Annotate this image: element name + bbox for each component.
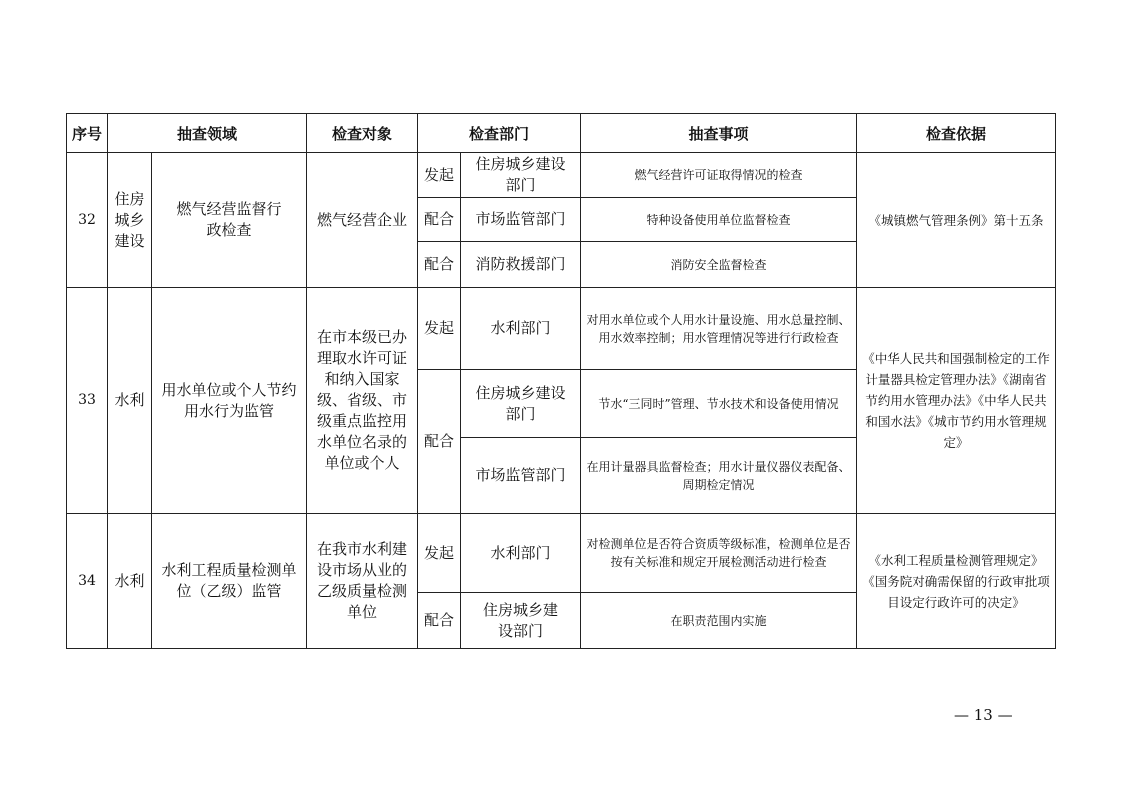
object-cell: 燃气经营企业 — [307, 153, 418, 288]
table-row — [67, 288, 1056, 370]
object-cell: 在我市水利建设市场从业的乙级质量检测单位 — [307, 514, 418, 649]
role-cell: 配合 — [418, 242, 461, 288]
matter-cell: 在用计量器具监督检查；用水计量仪器仪表配备、周期检定情况 — [581, 438, 857, 514]
header-row — [67, 114, 1056, 153]
field-cell: 用水单位或个人节约用水行为监管 — [152, 288, 307, 514]
basis-cell: 《城镇燃气管理条例》第十五条 — [857, 153, 1056, 288]
role-cell: 配合 — [418, 593, 461, 649]
dept-cell: 住房城乡建设部门 — [461, 593, 581, 649]
dept-cell: 水利部门 — [461, 288, 581, 370]
inspection-table — [66, 113, 1056, 649]
category-cell: 水利 — [108, 288, 152, 514]
page-number: — 13 — — [954, 706, 1013, 724]
seq-cell: 33 — [67, 288, 108, 514]
header-dept: 检查部门 — [418, 114, 581, 153]
header-field: 抽查领域 — [108, 114, 307, 153]
role-cell: 发起 — [418, 514, 461, 593]
dept-cell: 消防救援部门 — [461, 242, 581, 288]
matter-cell: 特种设备使用单位监督检查 — [581, 198, 857, 242]
role-cell: 发起 — [418, 153, 461, 198]
basis-cell: 《水利工程质量检测管理规定》《国务院对确需保留的行政审批项目设定行政许可的决定》 — [857, 514, 1056, 649]
role-cell: 配合 — [418, 198, 461, 242]
field-cell: 燃气经营监督行政检查 — [152, 153, 307, 288]
matter-cell: 节水“三同时”管理、节水技术和设备使用情况 — [581, 370, 857, 438]
object-cell: 在市本级已办理取水许可证和纳入国家级、省级、市级重点监控用水单位名录的单位或个人 — [307, 288, 418, 514]
dept-cell: 住房城乡建设部门 — [461, 153, 581, 198]
header-seq: 序号 — [67, 114, 108, 153]
header-object: 检查对象 — [307, 114, 418, 153]
dept-cell: 住房城乡建设部门 — [461, 370, 581, 438]
role-cell: 配合 — [418, 370, 461, 514]
field-cell: 水利工程质量检测单位（乙级）监管 — [152, 514, 307, 649]
seq-cell: 34 — [67, 514, 108, 649]
role-cell: 发起 — [418, 288, 461, 370]
table-row — [67, 514, 1056, 593]
dept-cell: 市场监管部门 — [461, 198, 581, 242]
matter-cell: 对用水单位或个人用水计量设施、用水总量控制、用水效率控制；用水管理情况等进行行政检查 — [581, 288, 857, 370]
header-matter: 抽查事项 — [581, 114, 857, 153]
header-basis: 检查依据 — [857, 114, 1056, 153]
seq-cell: 32 — [67, 153, 108, 288]
matter-cell: 对检测单位是否符合资质等级标准，检测单位是否按有关标准和规定开展检测活动进行检查 — [581, 514, 857, 593]
dept-cell: 市场监管部门 — [461, 438, 581, 514]
basis-cell: 《中华人民共和国强制检定的工作计量器具检定管理办法》《湖南省节约用水管理办法》《中华人民共和国水法》《城市节约用水管理规定》 — [857, 288, 1056, 514]
table-row — [67, 153, 1056, 198]
matter-cell: 燃气经营许可证取得情况的检查 — [581, 153, 857, 198]
matter-cell: 消防安全监督检查 — [581, 242, 857, 288]
category-cell: 住房城乡建设 — [108, 153, 152, 288]
category-cell: 水利 — [108, 514, 152, 649]
matter-cell: 在职责范围内实施 — [581, 593, 857, 649]
dept-cell: 水利部门 — [461, 514, 581, 593]
